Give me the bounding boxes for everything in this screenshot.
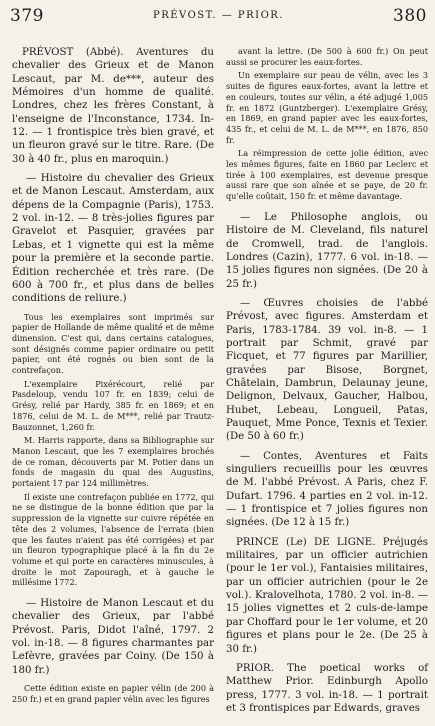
copies-sold-note: L'exemplaire Pixérécourt, relié par Pasdeloup, vendu 107 fr. en 1839; celui de Grésy, relié par Hardy, 385 fr. en 1869; et en 1876, celui de M. L. de M***, relié par Trautz-Bauzonnet, 1,260 fr. <box>12 378 214 432</box>
peau-de-velin-note: Un exemplaire sur peau de vélin, avec les 3 suites de figures eaux-fortes, avant la lettre et en couleurs, toutes sur vélin, a été adjugé 1,005 fr. en 1872 (Guntzberger). L'exemplaire Grésy, en 1869, en grand papier avec les eaux-fortes, 435 fr., et celui de M. L. de M***, en 1876, 850 fr. <box>226 70 428 145</box>
counterfeit-1772-note: Il existe une contrefaçon publiée en 1772, qui ne se distingue de la bonne édition que par la suppression de la vignette sur cuivre répétée en tête des 2 volumes, l'absence de l'errata (bien que les fautes n'aient pas été corrigées) et par un fleuron typographique placé à la fin du 2e volume et qui porte en caractères minuscules, à droite le mot Zapouragh, et à gauche le millésime 1772. <box>12 491 214 588</box>
paper-note: Tous les exemplaires sont imprimés sur papier de Hollande de même qualité et de même dimension. C'est qui, dans certains catalogues, sont désignés comme papier ordinaire ou petit papier, ont été rognés ou bien sont de la contrefaçon. <box>12 311 214 376</box>
philosophe-anglois-entry: — Le Philosophe anglois, ou Histoire de M. Cleveland, fils naturel de Cromwell, trad. de l'anglois. Londres (Cazin), 1777. 6 vol. in-18. — 15 jolies figures non signées. (De 20 à 25 fr.) <box>226 211 428 290</box>
reprint-1860-note: La réimpression de cette jolie édition, avec les mêmes figures, faite en 1860 par Leclerc et tirée à 100 exemplaires, est devenue presque aussi rare que son aînée et se paye, de 20 fr. qu'elle coûtait, 150 fr. et même davantage. <box>226 148 428 202</box>
continuation-note: avant la lettre. (De 500 à 600 fr.) On peut aussi se procurer les eaux-fortes. <box>226 46 428 67</box>
velin-paper-note: Cette édition existe en papier vélin (de 200 à 250 fr.) et en grand papier vélin avec les figures <box>12 683 214 704</box>
contes-aventures-entry: — Contes, Aventures et Faits singuliers recueillis pour les œuvres de M. l'abbé Prévost. A Paris, chez F. Dufart. 1796. 4 parties en 2 vol. in-12. — 1 frontispice et 7 jolies figures non signées. (De 12 à 15 fr.) <box>226 450 428 529</box>
running-head: PRÉVOST. — PRIOR. <box>152 10 284 21</box>
manon-lescaut-1753-entry: — Histoire du chevalier des Grieux et de Manon Lescaut. Amsterdam, aux dépens de la Compagnie (Paris), 1753. 2 vol. in-12. — 8 très-jolies figures par Gravelot et Pasquier, gravées par Lebas, et 1 vignette qui est la même pour la première et la seconde partie. Édition recherchée et très rare. (De 600 à 700 fr., et plus dans de belles conditions de reliure.) <box>12 173 214 305</box>
harris-bibliography-note: M. Harris rapporte, dans sa Bibliographie sur Manon Lescaut, que les 7 exemplaires brochés de ce roman, découverts par M. Potier dans un fonds de magasin du quai des Augustins, portaient 17 par 124 millimètres. <box>12 435 214 489</box>
oeuvres-choisies-entry: — Œuvres choisies de l'abbé Prévost, avec figures. Amsterdam et Paris, 1783-1784. 39 vol. in-8. — 1 portrait par Schmit, gravé par Ficquet, et 77 figures par Marillier, gravées par Bisose, Borgnet, Châtelain, Dambrun, Delaunay jeune, Delignon, Delvaux, Gaucher, Halbou, Hubet, Lebeau, Longueil, Patas, Pauquet, Mme Ponce, Texnis et Texier. (De 50 à 60 fr.) <box>226 297 428 443</box>
prior-entry: PRIOR. The poetical works of Matthew Prior. Edinburgh Apollo press, 1777. 3 vol. in-18. — 1 portrait et 3 frontispices par Edwards, graves <box>226 662 428 714</box>
manon-lescaut-1797-entry: — Histoire de Manon Lescaut et du chevalier des Grieux, par l'abbé Prévost. Paris, Didot l'aîné, 1797. 2 vol. in-18. — 8 figures charmantes par Lefèvre, gravées par Coiny. (De 150 à 180 fr.) <box>12 598 214 676</box>
prevost-aventures-entry: PRÉVOST (Abbé). Aventures du chevalier des Grieux et de Manon Lescaut, par M. de***, auteur des Mémoires d'un homme de qualité. Londres, chez les frères Constant, à l'enseigne de l'Inconstance, 1734. In-12. — 1 frontispice très bien gravé, et un fleuron gravé sur le titre. Rare. (De 30 à 40 fr., plus en maroquin.) <box>12 47 214 165</box>
right-column <box>226 46 428 721</box>
prince-de-ligne-entry: PRINCE (Le) DE LIGNE. Préjugés militaires, par un officier autrichien (pour le 1er vol.), Fantaisies militaires, par un officier autrichien (pour le 2e vol.). Kralovelhota, 1780. 2 vol. in-8. — 15 jolies vignettes et 2 culs-de-lampe par Choffard pour le 1er volume, et 20 figures et plans pour le 2e. (De 25 à 30 fr.) <box>226 536 428 655</box>
page-header <box>10 6 427 28</box>
left-page-number: 379 <box>10 6 44 26</box>
left-column <box>12 46 214 708</box>
right-page-number: 380 <box>393 6 427 26</box>
